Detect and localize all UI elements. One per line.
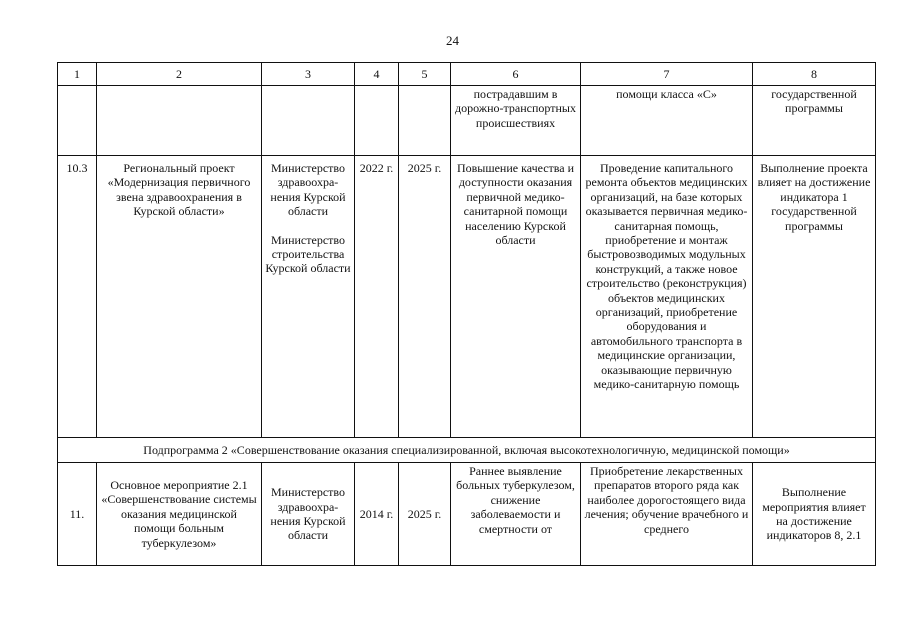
empty-cell <box>58 86 97 156</box>
executor-2: Министерство строительства Курской области <box>265 232 351 276</box>
indicator-link-cell: Выполнение мероприятия влияет на достижение индикаторов 8, 2.1 <box>753 463 876 566</box>
column-number: 7 <box>581 63 753 86</box>
column-number: 4 <box>355 63 399 86</box>
subprogram-title: Подпрограмма 2 «Совершенствование оказания специализированной, включая высокотехнологичную, медицинской помощи» <box>58 438 876 463</box>
column-number: 1 <box>58 63 97 86</box>
row-number: 10.3 <box>58 156 97 438</box>
page-number: 24 <box>446 33 459 48</box>
measure-name-cell: Региональный проект «Модернизация первичного звена здравоохранения в Курской области» <box>97 156 262 438</box>
column-number: 2 <box>97 63 262 86</box>
expected-result-cell: Повышение качества и доступности оказания первичной медико-санитарной помощи населению Курской области <box>451 156 581 438</box>
empty-cell <box>262 86 355 156</box>
column-number: 6 <box>451 63 581 86</box>
empty-cell <box>399 86 451 156</box>
column-number: 3 <box>262 63 355 86</box>
table-row-10-3 <box>58 156 876 438</box>
measures-cell: Проведение капитального ремонта объектов медицинских организаций, на базе которых оказывается первичная медико-санитарная помощь, приобретение и монтаж быстровозводимых модульных конструкций, а также новое строительство (реконструкция) объектов медицинских организаций, приобретение оборудования и автомобильного транспорта в медицинские организации, оказывающие первичную медико-санитарную помощь <box>581 156 753 438</box>
row-number: 11. <box>58 463 97 566</box>
end-year-cell: 2025 г. <box>399 463 451 566</box>
executor-cell: Министерство здравоохра-нения Курской области <box>262 463 355 566</box>
start-year-cell: 2022 г. <box>355 156 399 438</box>
end-year-cell: 2025 г. <box>399 156 451 438</box>
expected-result-text: Раннее выявление больных туберкулезом, снижение заболеваемости и смертности от <box>456 464 575 536</box>
start-year-cell: 2014 г. <box>355 463 399 566</box>
empty-cell <box>355 86 399 156</box>
expected-result-cell: пострадавшим в дорожно-транспортных происшествиях <box>451 86 581 156</box>
empty-cell <box>97 86 262 156</box>
subprogram-row <box>58 438 876 463</box>
measure-name-cell: Основное мероприятие 2.1 «Совершенствование системы оказания медицинской помощи больным туберкулезом» <box>97 463 262 566</box>
program-measures-table <box>57 62 876 566</box>
column-number: 8 <box>753 63 876 86</box>
measures-cell <box>581 463 753 566</box>
measures-cell: помощи класса «С» <box>581 86 753 156</box>
indicator-link-cell: Выполнение проекта влияет на достижение индикатора 1 государственной программы <box>753 156 876 438</box>
table-row-11 <box>58 463 876 566</box>
expected-result-cell <box>451 463 581 566</box>
continuation-row <box>58 86 876 156</box>
indicator-link-cell: государственной программы <box>753 86 876 156</box>
executor-cell <box>262 156 355 438</box>
column-number-row <box>58 63 876 86</box>
executor-1: Министерство здравоохра-нения Курской области <box>270 161 346 219</box>
column-number: 5 <box>399 63 451 86</box>
measures-text: Приобретение лекарственных препаратов второго ряда как наиболее дорогостоящего вида лечения; обучение врачебного и среднего <box>584 464 749 536</box>
